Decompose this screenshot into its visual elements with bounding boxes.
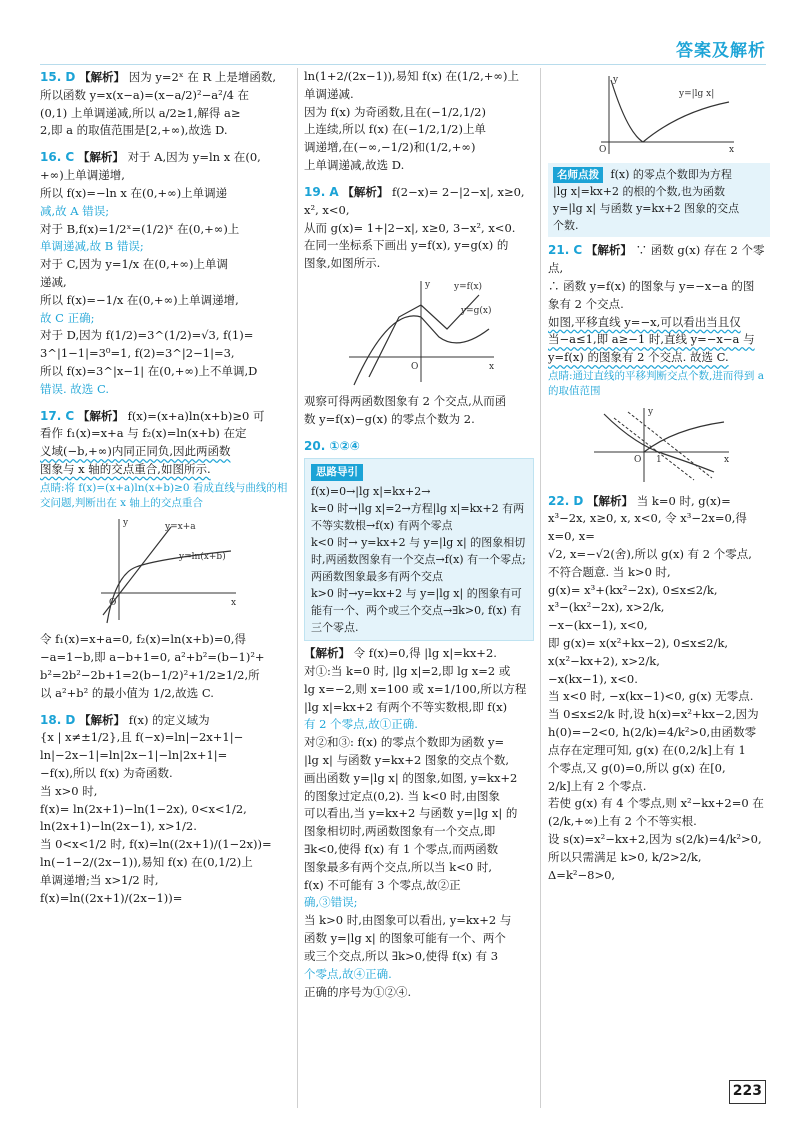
- guide-line: k>0 时→y=kx+2 与 y=|lg x| 的图象有可能有一个、两个或三个交点→∃k>0, f(x) 有三个零点.: [311, 586, 522, 635]
- question-number: 18. D: [40, 712, 76, 727]
- graph-17: [91, 515, 241, 625]
- graph-21: [584, 404, 734, 484]
- answer-line: 图象,如图所示.: [304, 256, 381, 271]
- answer-line: |lg x|=kx+2 有两个不等实数根,即 f(x): [304, 699, 508, 714]
- teacher-tag: 名师点拨: [553, 167, 603, 183]
- answer-line: h(0)=−2<0, h(2/k)=4/k²>0,由函数零: [548, 725, 757, 740]
- question-19: [304, 183, 534, 429]
- header-title: 答案及解析: [676, 41, 766, 61]
- answer-line: 上单调递减,故选 D.: [304, 158, 405, 173]
- analysis-tag: 【解析】: [79, 70, 126, 84]
- answer-line: 因为 y=2ˣ 在 R 上是增函数,: [128, 70, 276, 84]
- guide-title: 思路导引: [311, 464, 363, 480]
- analysis-tag: 【解析】: [585, 243, 632, 258]
- answer-line: ∴ 函数 y=f(x) 的图象与 y=−x−a 的图: [548, 279, 755, 294]
- question-number: 19. A: [304, 184, 339, 199]
- answer-line: x(x²−kx+2), x>2/k,: [548, 653, 660, 668]
- guide-line: k=0 时→|lg x|=2→方程|lg x|=kx+2 有两不等实数根→f(x) 有两个零点: [311, 501, 525, 532]
- tip-line: |lg x|=kx+2 的根的个数,也为函数: [553, 185, 725, 199]
- answer-line: 观察可得两函数图象有 2 个交点,从而函: [304, 393, 507, 408]
- guide-line: k<0 时→ y=kx+2 与 y=|lg x| 的图象相切时,两函数图象有一个交点→f(x) 有一个零点; 两函数图象最多有两个交点: [311, 535, 526, 583]
- question-number: 21. C: [548, 243, 583, 258]
- answer-line: 令 f(x)=0,得 |lg x|=kx+2.: [353, 646, 497, 661]
- answer-line: 3^|1−1|=3⁰=1, f(2)=3^|2−1|=3,: [40, 346, 235, 361]
- answer-line: 图象相切时,两函数图象有一个交点,即: [304, 824, 496, 839]
- axis-label: y: [648, 406, 654, 417]
- answer-line: ∵ 函数 g(x) 存在 2 个零点,: [548, 243, 765, 276]
- answer-line: f(x) 的定义域为: [128, 712, 210, 727]
- answer-line: lg x=−2,则 x=100 或 x=1/100,所以方程: [304, 681, 527, 696]
- answer-line: ln(−1−2/(2x−1)),易知 f(x) 在(0,1/2)上: [40, 855, 253, 870]
- answer-line: 不符合题意. 当 k>0 时,: [548, 564, 671, 579]
- graph-label: y=|lg x|: [679, 89, 715, 99]
- answer-line: ln|−2x−1|=ln|2x−1|−ln|2x+1|=: [40, 748, 228, 763]
- answer-line: 调递增,在(−∞,−1/2)和(1/2,+∞): [304, 140, 476, 155]
- analysis-tag: 【解析】: [342, 184, 389, 199]
- axis-label: y: [613, 75, 619, 85]
- answer-line: ∃k<0,使得 f(x) 有 1 个零点,而两函数: [304, 842, 499, 856]
- answer-line: 看作 f₁(x)=x+a 与 f₂(x)=ln(x+b) 在定: [40, 426, 247, 441]
- answer-line: 确,③错误;: [304, 895, 358, 910]
- answer-line: 2,即 a 的取值范围是[2,+∞),故选 D.: [40, 123, 228, 138]
- origin-label: O: [109, 598, 117, 609]
- tip-line: 个数.: [553, 219, 579, 233]
- graph-19: [339, 277, 499, 387]
- graph-label: y=f(x): [454, 281, 483, 292]
- answer-line: 数 y=f(x)−g(x) 的零点个数为 2.: [304, 411, 475, 426]
- answer-line: (2/k,+∞)上有 2 个不等实根.: [548, 814, 697, 829]
- axis-label: x: [724, 454, 730, 465]
- answer-line: 画出函数 y=|lg x| 的图象,如图, y=kx+2: [304, 770, 518, 785]
- axis-label: y: [425, 279, 431, 290]
- answer-line: 或三个交点,所以 ∃k>0,使得 f(x) 有 3: [304, 948, 499, 963]
- answer-line: x³−(kx²−2x), x>2/k,: [548, 600, 665, 615]
- header-rule: [40, 64, 766, 65]
- answer-line: 个零点,又 g(0)=0,所以 g(x) 在[0,: [548, 760, 726, 775]
- answer-line: 单调递减,故 B 错误;: [40, 239, 144, 254]
- answer-line: b²=2b²−2b+1=2(b−1/2)²+1/2≥1/2,所: [40, 667, 260, 682]
- answer-line: f(x)=(x+a)ln(x+b)≥0 可: [127, 408, 265, 423]
- answer-line: 当 k=0 时, g(x)=: [636, 493, 731, 508]
- thinking-guide: [304, 458, 534, 641]
- origin-label: O: [599, 145, 607, 155]
- question-number: 17. C: [40, 408, 75, 423]
- graph-label: y=g(x): [461, 305, 492, 316]
- column-2: [304, 68, 534, 1108]
- analysis-tag: 【解析】: [587, 493, 634, 508]
- answer-line: 有 2 个零点,故①正确.: [304, 717, 418, 732]
- question-16: [40, 148, 292, 398]
- answer-line: 如图,平移直线 y=−x,可以看出当且仅: [548, 314, 741, 329]
- page-number: 223: [729, 1080, 766, 1104]
- answer-line: 所以只需满足 k>0, k/2>2/k, Δ=k²−8>0,: [548, 849, 702, 882]
- axis-label: x: [729, 145, 735, 155]
- answer-line: 图象与 x 轴的交点重合,如图所示.: [40, 462, 211, 477]
- column-3: [548, 68, 770, 1108]
- question-20: [304, 437, 534, 1002]
- answer-line: −x(kx−1), x<0.: [548, 671, 638, 686]
- answer-line: 点存在定理可知, g(x) 在(0,2/k]上有 1: [548, 742, 746, 757]
- answer-line: 当 k>0 时,由图象可以看出, y=kx+2 与: [304, 913, 512, 928]
- question-18-continued: [304, 68, 534, 175]
- answer-line: ln(1+2/(2x−1)),易知 f(x) 在(1/2,+∞)上: [304, 69, 519, 83]
- answer-line: |lg x| 与函数 y=kx+2 图象的交点个数,: [304, 752, 510, 767]
- answer-line: 设 s(x)=x²−kx+2,因为 s(2/k)=4/k²>0,: [548, 831, 762, 846]
- answer-line: √2, x=−√2(舍),所以 g(x) 有 2 个零点,: [548, 546, 752, 561]
- answer-line: 函数 y=|lg x| 的图象可能有一个、两个: [304, 931, 506, 946]
- answer-line: 减,故 A 错误;: [40, 203, 110, 218]
- answer-line: 从而 g(x)= 1+|2−x|, x≥0, 3−x², x<0.: [304, 220, 516, 235]
- answer-line: 正确的序号为①②④.: [304, 984, 412, 999]
- graph-label: y=x+a: [165, 522, 196, 533]
- question-number: 15. D: [40, 70, 76, 84]
- answer-line: (0,1) 上单调递减,所以 a/2≥1,解得 a≥: [40, 105, 241, 120]
- answer-line: 对于 A,因为 y=ln x 在(0,: [127, 150, 261, 165]
- answer-line: 所以 f(x)=3^|x−1| 在(0,+∞)上不单调,D: [40, 364, 258, 378]
- answer-line: f(x)= ln(2x+1)−ln(1−2x), 0<x<1/2,: [40, 801, 247, 816]
- answer-line: f(x) 不可能有 3 个零点,故②正: [304, 877, 461, 892]
- answer-line: f(2−x)= 2−|2−x|, x≥0, x², x<0,: [304, 184, 525, 217]
- origin-label: O: [411, 361, 419, 372]
- answer-line: ln(2x+1)−ln(2x−1), x>1/2.: [40, 819, 197, 834]
- answer-line: x³−2x, x≥0, x, x<0, 令 x³−2x=0,得 x=0, x=: [548, 511, 747, 544]
- axis-label: x: [489, 361, 495, 372]
- answer-line: 对于 B,f(x)=1/2ˣ=(1/2)ˣ 在(0,+∞)上: [40, 221, 240, 236]
- answer-line: 所以 f(x)=−1/x 在(0,+∞)上单调递增,: [40, 292, 239, 307]
- analysis-tag: 【解析】: [304, 646, 350, 661]
- answer-line: 的图象过定点(0,2). 当 k<0 时,由图象: [304, 788, 500, 803]
- answer-line: −a=1−b,即 a−b+1=0, a²+b²=(b−1)²+: [40, 650, 265, 665]
- f-curve-right: [644, 422, 724, 452]
- tip-note: 点睛:通过直线的平移判断交点个数,进而得到 a 的取值范围: [548, 370, 764, 398]
- guide-line: f(x)=0→|lg x|=kx+2→: [311, 484, 431, 498]
- answer-line: 即 g(x)= x(x²+kx−2), 0≤x≤2/k,: [548, 636, 729, 651]
- question-17: [40, 407, 292, 703]
- analysis-tag: 【解析】: [77, 150, 124, 165]
- answer-line: 若使 g(x) 有 4 个零点,则 x²−kx+2=0 在: [548, 796, 764, 811]
- dashed-line: [614, 418, 694, 480]
- column-divider: [540, 68, 541, 1108]
- answer-line: 义域(−b,+∞)内同正同负,因此两函数: [40, 444, 231, 459]
- analysis-tag: 【解析】: [77, 408, 124, 423]
- answer-line: 可以看出,当 y=kx+2 与函数 y=|lg x| 的: [304, 806, 518, 821]
- question-18: [40, 711, 292, 908]
- origin-label: O: [634, 454, 642, 465]
- axis-label: y: [123, 518, 129, 529]
- analysis-tag: 【解析】: [79, 712, 126, 727]
- answer-line: 对于 C,因为 y=1/x 在(0,+∞)上单调: [40, 257, 228, 272]
- axis-label: x: [231, 598, 237, 609]
- answer-line: 错误. 故选 C.: [40, 381, 110, 396]
- answer-line: 以 a²+b² 的最小值为 1/2,故选 C.: [40, 685, 214, 700]
- graph-label: y=ln(x+b): [179, 552, 226, 563]
- question-21: [548, 241, 770, 483]
- answer-line: 个零点,故④正确.: [304, 966, 392, 981]
- tick-label: 1: [656, 454, 662, 465]
- question-15: [40, 68, 292, 140]
- answer-line: 故 C 正确;: [40, 310, 95, 325]
- answer-line: 因为 f(x) 为奇函数,且在(−1/2,1/2): [304, 104, 486, 119]
- answer-line: 图象最多有两个交点,所以当 k<0 时,: [304, 859, 493, 874]
- answer-line: 递减,: [40, 274, 67, 289]
- column-divider: [297, 68, 298, 1108]
- answer-line: 单调递增;当 x>1/2 时, f(x)=ln((2x+1)/(2x−1))=: [40, 872, 183, 905]
- answer-line: 在同一坐标系下画出 y=f(x), y=g(x) 的: [304, 238, 509, 253]
- answer-line: 当 x>0 时,: [40, 783, 98, 798]
- answer-line: −f(x),所以 f(x) 为奇函数.: [40, 766, 173, 780]
- answer-line: 令 f₁(x)=x+a=0, f₂(x)=ln(x+b)=0,得: [40, 632, 246, 647]
- answer-line: 当 x<0 时, −x(kx−1)<0, g(x) 无零点.: [548, 689, 754, 704]
- answer-line: +∞)上单调递增,: [40, 168, 125, 183]
- question-number: 20. ①②④: [304, 438, 360, 453]
- answer-line: g(x)= x³+(kx²−2x), 0≤x≤2/k,: [548, 582, 718, 597]
- question-number: 22. D: [548, 493, 584, 508]
- tip-line: y=|lg x| 与函数 y=kx+2 图象的交点: [553, 202, 740, 216]
- teacher-tip: [548, 163, 770, 237]
- answer-line: {x | x≠±1/2},且 f(−x)=ln|−2x+1|−: [40, 730, 244, 745]
- column-1: [40, 68, 292, 1108]
- tip-note: 点睛:将 f(x)=(x+a)ln(x+b)≥0 看成直线与曲线的相交问题,判断出在 x 轴上的交点重合: [40, 481, 288, 510]
- answer-line: 所以 f(x)=−ln x 在(0,+∞)上单调递: [40, 185, 228, 200]
- answer-line: 2/k]上有 2 个零点.: [548, 778, 647, 793]
- answer-line: 当 0<x<1/2 时, f(x)=ln((2x+1)/(1−2x))=: [40, 837, 272, 852]
- answer-line: −x−(kx−1), x<0,: [548, 618, 648, 633]
- answer-line: 当−a≤1,即 a≥−1 时,直线 y=−x−a 与: [548, 332, 755, 347]
- answer-line: 对②和③: f(x) 的零点个数即为函数 y=: [304, 735, 505, 750]
- answer-line: 所以函数 y=x(x−a)=(x−a/2)²−a²/4 在: [40, 87, 250, 102]
- answer-line: 象有 2 个交点.: [548, 296, 624, 311]
- tip-line: f(x) 的零点个数即为方程: [610, 168, 732, 181]
- question-number: 16. C: [40, 150, 75, 165]
- answer-line: 对①:当 k=0 时, |lg x|=2,即 lg x=2 或: [304, 663, 511, 678]
- answer-line: 上连续,所以 f(x) 在(−1/2,1/2)上单: [304, 122, 486, 137]
- answer-line: 对于 D,因为 f(1/2)=3^(1/2)=√3, f(1)=: [40, 328, 254, 343]
- dashed-line: [628, 412, 712, 478]
- answer-line: 当 0≤x≤2/k 时,设 h(x)=x²+kx−2,因为: [548, 707, 759, 722]
- answer-line: y=f(x) 的图象有 2 个交点. 故选 C.: [548, 350, 729, 365]
- answer-line: 单调递减.: [304, 86, 354, 101]
- question-22: [548, 492, 770, 885]
- graph-20: [579, 72, 739, 157]
